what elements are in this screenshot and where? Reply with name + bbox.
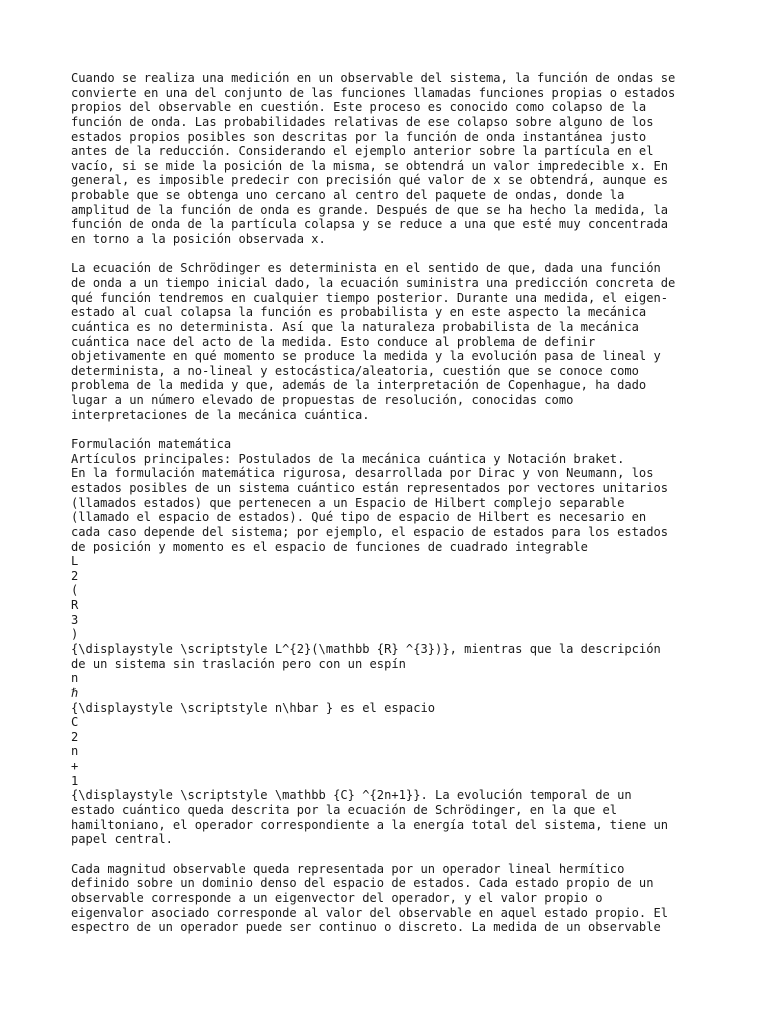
paragraph-gap [71, 422, 711, 437]
text-line: 2 [71, 729, 79, 744]
text-line: hamiltoniano, el operador correspondiente a la energía total del sistema, tiene un [71, 817, 669, 832]
text-line: R [71, 598, 79, 613]
text-line: ℏ [71, 685, 79, 700]
text-line: problema de la medida y que, además de la interpretación de Copenhague, ha dado [71, 378, 647, 393]
text-line: n [71, 744, 79, 759]
text-line: observable corresponde a un eigenvector del operador, y el valor propio o [71, 890, 603, 905]
text-line: {\displaystyle \scriptstyle \mathbb {C} ^{2n+1}}. La evolución temporal de un [71, 788, 632, 803]
text-line: estado cuántico queda descrita por la ecuación de Schrödinger, en la que el [71, 803, 618, 818]
paragraph-determinism [71, 261, 711, 422]
text-line: (llamados estados) que pertenecen a un Espacio de Hilbert complejo separable [71, 495, 625, 510]
text-line: n [71, 671, 79, 686]
text-line: amplitud de la función de onda es grande. Después de que se ha hecho la medida, la [71, 202, 669, 217]
text-line: {\displaystyle \scriptstyle n\hbar } es el espacio [71, 700, 436, 715]
text-line: eigenvalor asociado corresponde al valor del observable en aquel estado propio. El [71, 905, 669, 920]
text-line: Artículos principales: Postulados de la mecánica cuántica y Notación braket. [71, 451, 625, 466]
text-line: Formulación matemática [71, 437, 232, 452]
text-line: La ecuación de Schrödinger es determinista en el sentido de que, dada una función [71, 261, 661, 276]
paragraph-observables [71, 862, 711, 935]
text-line: probable que se obtenga uno cercano al centro del paquete de ondas, donde la [71, 188, 625, 203]
text-line: ) [71, 627, 79, 642]
text-line: de posición y momento es el espacio de funciones de cuadrado integrable [71, 539, 588, 554]
text-line: estados posibles de un sistema cuántico están representados por vectores unitarios [71, 480, 669, 495]
text-line: ( [71, 583, 79, 598]
document-page [71, 71, 711, 935]
text-line: de onda a un tiempo inicial dado, la ecuación suministra una predicción concreta de [71, 275, 676, 290]
text-line: C [71, 715, 79, 730]
text-line: interpretaciones de la mecánica cuántica. [71, 407, 370, 422]
text-line: qué función tendremos en cualquier tiempo posterior. Durante una medida, el eigen- [71, 290, 669, 305]
text-line: función de onda de la partícula colapsa y se reduce a una que esté muy concentrada [71, 217, 669, 232]
text-line: en torno a la posición observada x. [71, 232, 326, 247]
text-line: (llamado el espacio de estados). Qué tipo de espacio de Hilbert es necesario en [71, 510, 647, 525]
text-line: estados propios posibles son descritas por la función de onda instantánea justo [71, 129, 647, 144]
text-line: cuántica nace del acto de la medida. Esto conduce al problema de definir [71, 334, 596, 349]
text-line: cuántica es no determinista. Así que la naturaleza probabilista de la mecánica [71, 319, 639, 334]
paragraph-measurement-collapse [71, 71, 711, 247]
text-line: antes de la reducción. Considerando el ejemplo anterior sobre la partícula en el [71, 144, 654, 159]
text-line: Cuando se realiza una medición en un observable del sistema, la función de ondas se [71, 71, 676, 85]
text-line: papel central. [71, 832, 173, 847]
text-line: Cada magnitud observable queda representada por un operador lineal hermítico [71, 861, 625, 876]
paragraph-gap [71, 247, 711, 262]
text-line: vacío, si se mide la posición de la misma, se obtendrá un valor impredecible x. En [71, 158, 669, 173]
text-line: cada caso depende del sistema; por ejemplo, el espacio de estados para los estados [71, 524, 669, 539]
text-line: de un sistema sin traslación pero con un espín [71, 656, 406, 671]
section-mathematical-formulation [71, 437, 711, 847]
text-line: 3 [71, 612, 79, 627]
text-line: En la formulación matemática rigurosa, desarrollada por Dirac y von Neumann, los [71, 466, 654, 481]
text-line: estado al cual colapsa la función es probabilista y en este aspecto la mecánica [71, 305, 647, 320]
paragraph-gap [71, 847, 711, 862]
text-line: 2 [71, 568, 79, 583]
text-line: {\displaystyle \scriptstyle L^{2}(\mathbb {R} ^{3})}, mientras que la descripción [71, 641, 661, 656]
text-line: función de onda. Las probabilidades relativas de ese colapso sobre alguno de los [71, 114, 654, 129]
text-line: convierte en una del conjunto de las funciones llamadas funciones propias o estados [71, 85, 676, 100]
text-line: general, es imposible predecir con precisión qué valor de x se obtendrá, aunque es [71, 173, 669, 188]
text-line: objetivamente en qué momento se produce la medida y la evolución pasa de lineal y [71, 349, 661, 364]
text-line: lugar a un número elevado de propuestas de resolución, conocidas como [71, 393, 574, 408]
text-line: determinista, a no-lineal y estocástica/aleatoria, cuestión que se conoce como [71, 363, 639, 378]
text-line: 1 [71, 773, 79, 788]
text-line: espectro de un operador puede ser continuo o discreto. La medida de un observable [71, 920, 661, 935]
text-line: definido sobre un dominio denso del espacio de estados. Cada estado propio de un [71, 876, 654, 891]
text-line: + [71, 759, 79, 774]
text-line: L [71, 554, 79, 569]
text-line: propios del observable en cuestión. Este proceso es conocido como colapso de la [71, 100, 647, 115]
